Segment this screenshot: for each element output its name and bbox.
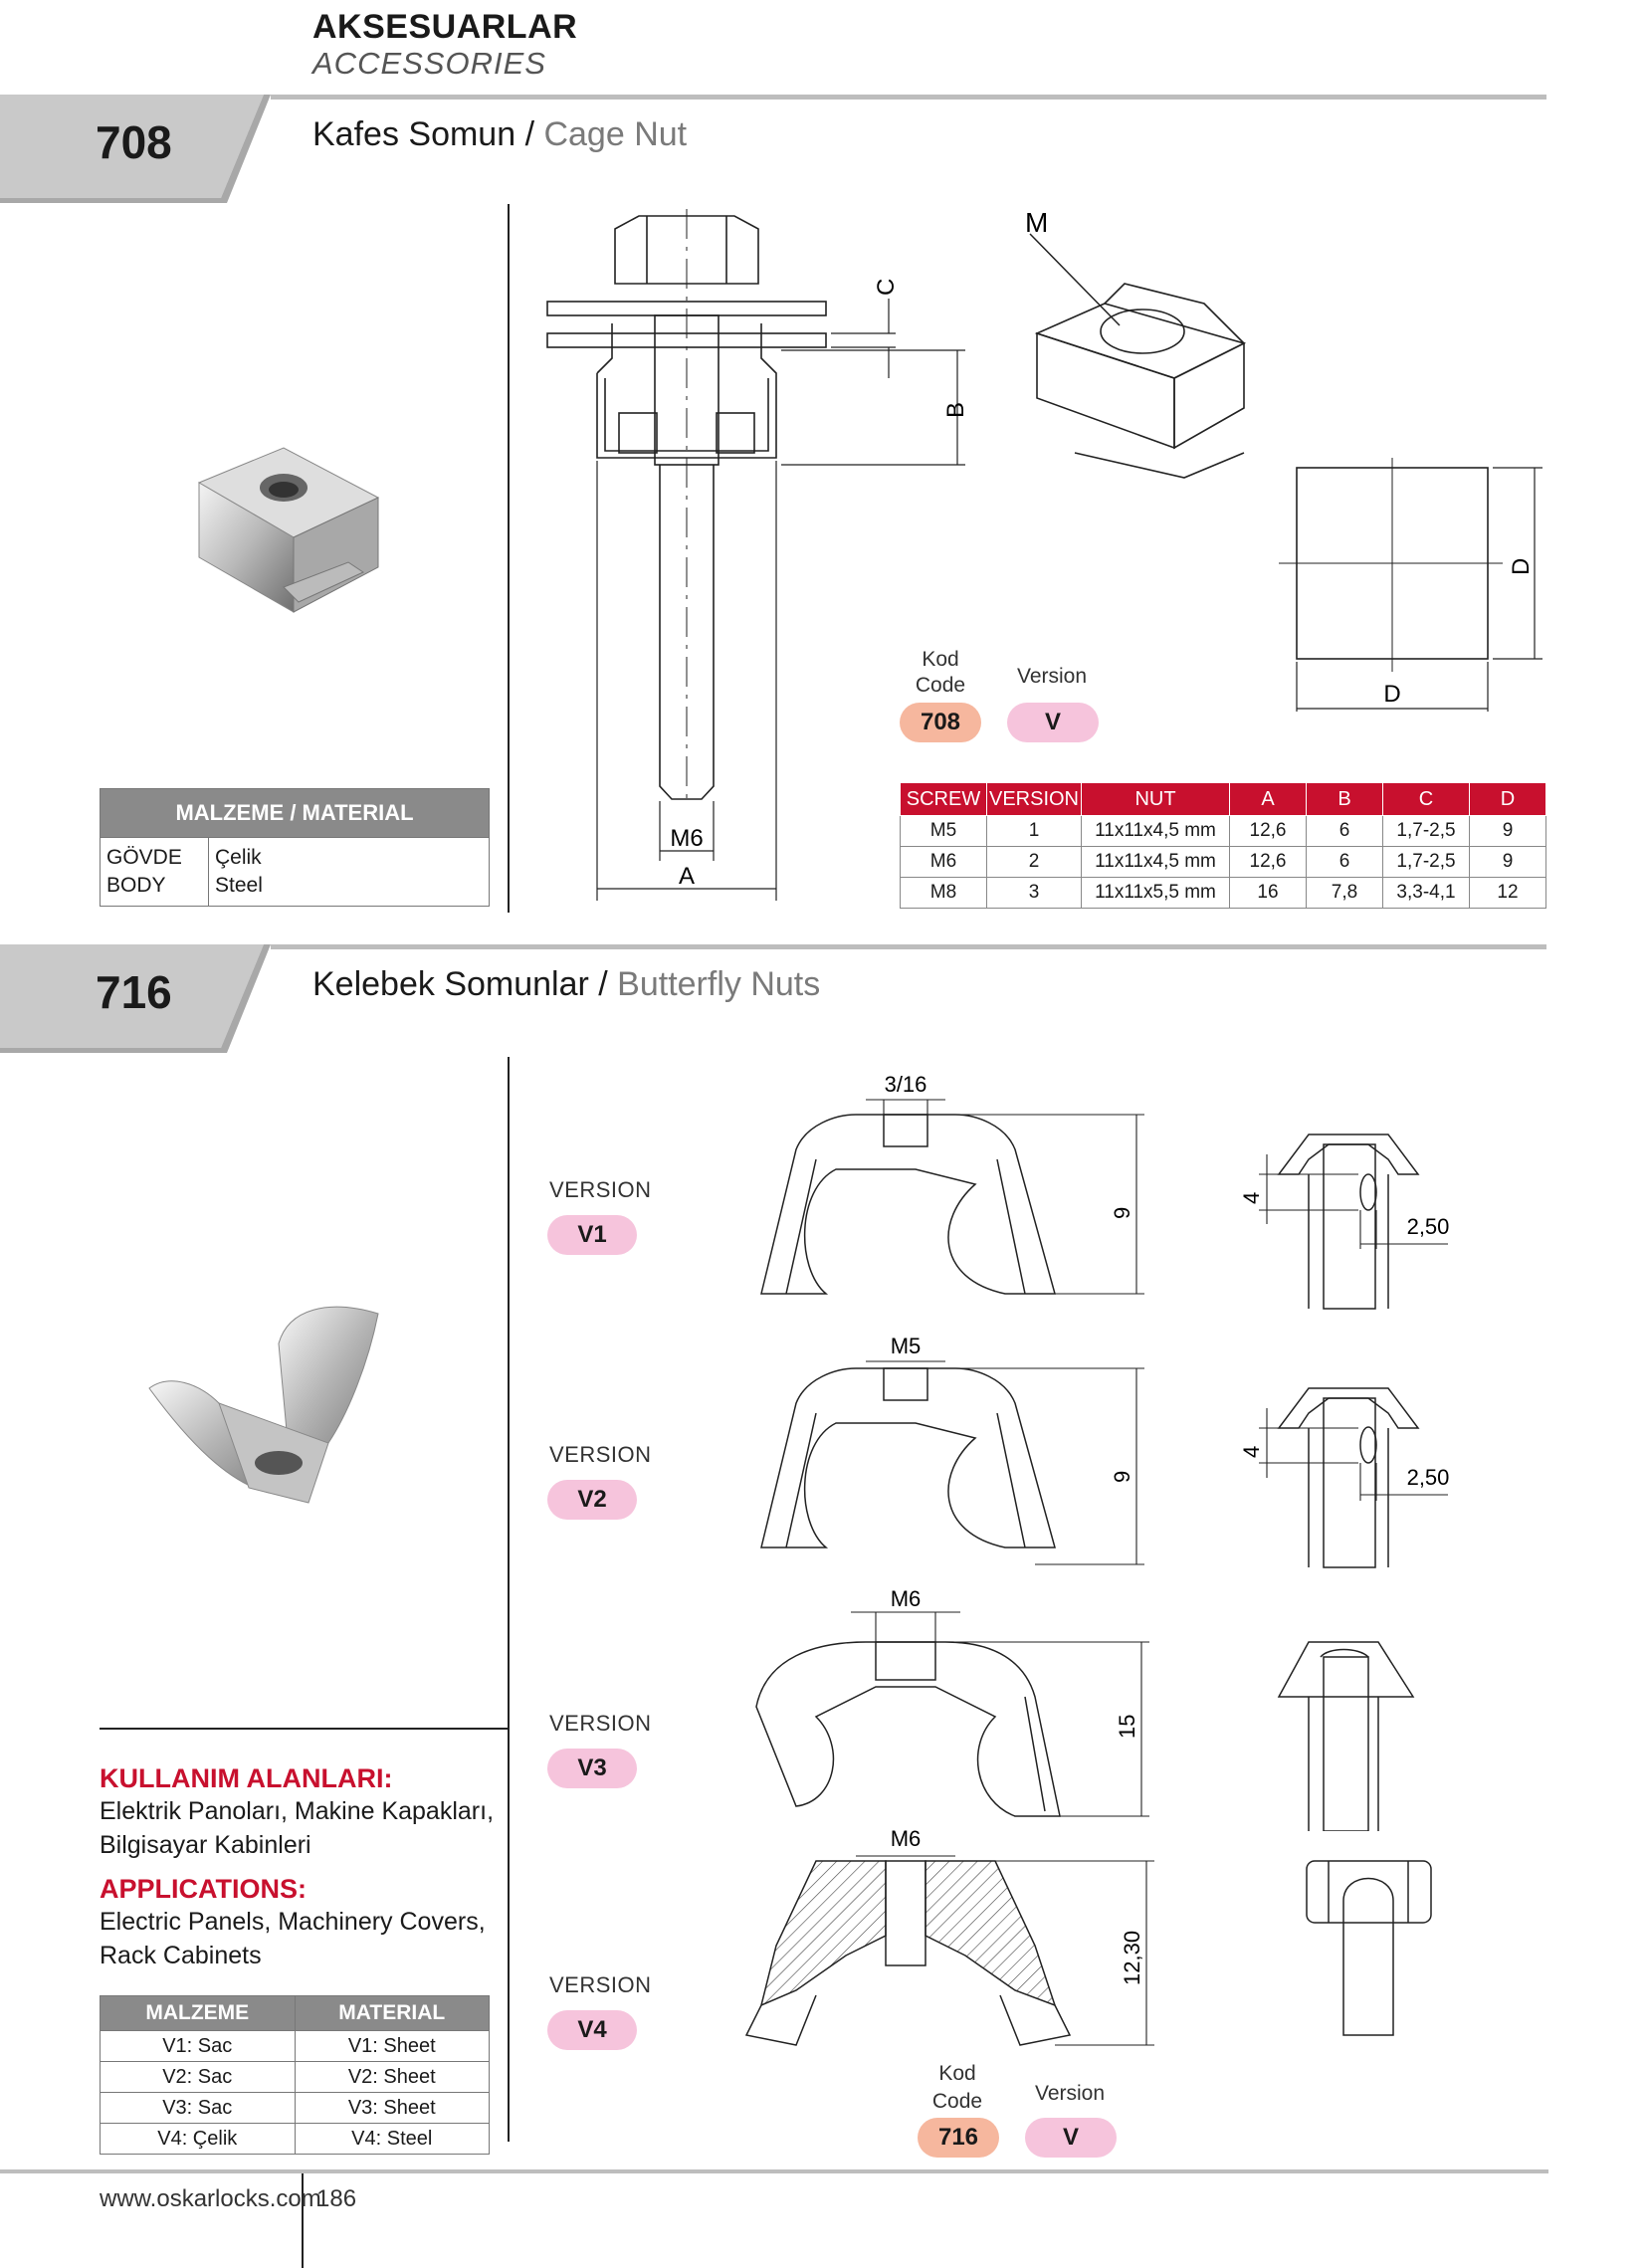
col-screw: SCREW xyxy=(901,783,987,816)
usage-line-en-1: Electric Panels, Machinery Covers, xyxy=(100,1908,486,1936)
material-table-708 xyxy=(100,788,490,907)
usage-divider xyxy=(100,1728,508,1730)
version-pill-v1: V1 xyxy=(547,1215,637,1255)
col-nut: NUT xyxy=(1082,783,1230,816)
col-d: D xyxy=(1470,783,1546,816)
v4-top-dim: M6 xyxy=(890,1826,922,1851)
usage-line-tr-2: Bilgisayar Kabinleri xyxy=(100,1831,311,1859)
title-sep: / xyxy=(588,965,618,1003)
table-row: V3: Sac V3: Sheet xyxy=(101,2093,490,2124)
version-pill-708: V xyxy=(1007,703,1099,742)
material-row-label: GÖVDE BODY xyxy=(101,838,209,907)
section-708-band xyxy=(0,92,1552,211)
title-tr: Kelebek Somunlar xyxy=(312,965,589,1003)
v2-top-dim: M5 xyxy=(890,1334,922,1358)
title-en: Butterfly Nuts xyxy=(617,965,821,1003)
code-label-716 xyxy=(918,2060,997,2116)
page-title: AKSESUARLAR xyxy=(312,8,578,46)
footer-rule xyxy=(0,2169,1548,2173)
v1-height-dim: 9 xyxy=(1110,1206,1134,1219)
section-708-number: 708 xyxy=(96,116,172,168)
version-label-708: Version xyxy=(1016,665,1088,688)
code-pill-708: 708 xyxy=(900,703,981,742)
col-malzeme: MALZEME xyxy=(101,1996,296,2031)
version-pill-v2: V2 xyxy=(547,1480,637,1520)
divider-708 xyxy=(508,204,510,913)
version-pill-716: V xyxy=(1025,2118,1117,2158)
table-row: V1: Sac V1: Sheet xyxy=(101,2031,490,2062)
col-version: VERSION xyxy=(987,783,1082,816)
wing-nut-v2-side xyxy=(1229,1373,1468,1572)
version-label-v3: VERSION xyxy=(549,1711,652,1736)
table-row: V2: Sac V2: Sheet xyxy=(101,2062,490,2093)
page-number: 186 xyxy=(316,2185,357,2212)
code-label-708 xyxy=(901,647,980,699)
wing-nut-v2-drawing xyxy=(736,1334,1294,1572)
table-row: M6 2 11x11x4,5 mm 12,6 6 1,7-2,5 9 xyxy=(901,847,1546,878)
footer-url[interactable]: www.oskarlocks.com xyxy=(100,2185,321,2212)
dim-c: C xyxy=(873,278,900,296)
spec-table-708 xyxy=(900,782,1546,909)
table-row: V4: Çelik V4: Steel xyxy=(101,2124,490,2155)
v2-height-dim: 9 xyxy=(1110,1470,1134,1483)
col-a: A xyxy=(1230,783,1307,816)
cage-nut-iso-drawing xyxy=(1015,204,1294,483)
title-en: Cage Nut xyxy=(543,115,688,153)
code-label-tr: Kod xyxy=(938,2062,976,2085)
section-716-number: 716 xyxy=(96,966,172,1018)
wing-nut-photo xyxy=(139,1294,398,1513)
v4-height-dim: 12,30 xyxy=(1120,1930,1144,1985)
code-pill-716: 716 xyxy=(918,2118,999,2158)
code-label-tr: Kod xyxy=(922,648,959,671)
v2-side-h: 4 xyxy=(1239,1445,1264,1458)
v2-side-w: 2,50 xyxy=(1406,1465,1450,1490)
dim-d-horizontal: D xyxy=(1383,681,1401,708)
usage-heading-tr: KULLANIM ALANLARI: xyxy=(100,1763,393,1793)
usage-line-en-2: Rack Cabinets xyxy=(100,1942,262,1969)
section-708-title xyxy=(312,115,687,154)
table-row: M8 3 11x11x5,5 mm 16 7,8 3,3-4,1 12 xyxy=(901,878,1546,909)
wing-nut-v3-drawing xyxy=(736,1587,1294,1826)
dim-a: A xyxy=(678,863,696,890)
col-material: MATERIAL xyxy=(295,1996,490,2031)
version-label-v4: VERSION xyxy=(549,1972,652,1997)
material-header: MALZEME / MATERIAL xyxy=(101,789,490,838)
section-716-title xyxy=(312,965,820,1004)
wing-nut-v4-drawing xyxy=(736,1806,1294,2055)
page-subtitle: ACCESSORIES xyxy=(312,46,546,81)
version-pill-v3: V3 xyxy=(547,1749,637,1788)
divider-716 xyxy=(508,1057,510,2142)
wing-nut-v1-drawing xyxy=(736,1070,1294,1319)
title-sep: / xyxy=(515,115,544,153)
dim-b: B xyxy=(942,401,969,418)
dim-m6: M6 xyxy=(670,825,704,852)
code-label-en: Code xyxy=(915,674,966,697)
version-label-v1: VERSION xyxy=(549,1177,652,1202)
version-label-716: Version xyxy=(1034,2082,1106,2105)
col-c: C xyxy=(1383,783,1470,816)
usage-line-tr-1: Elektrik Panoları, Makine Kapakları, xyxy=(100,1797,495,1825)
v1-side-w: 2,50 xyxy=(1406,1214,1450,1239)
usage-heading-en: APPLICATIONS: xyxy=(100,1874,307,1904)
square-d-drawing xyxy=(1274,458,1562,717)
wing-nut-v4-side xyxy=(1299,1856,1478,2045)
usage-block xyxy=(100,1763,508,1972)
v1-top-dim: 3/16 xyxy=(884,1072,927,1097)
wing-nut-v3-side xyxy=(1269,1637,1488,1831)
v3-height-dim: 15 xyxy=(1115,1714,1139,1739)
version-label-v2: VERSION xyxy=(549,1442,652,1467)
cage-nut-photo xyxy=(189,438,398,617)
col-b: B xyxy=(1307,783,1383,816)
dim-m: M xyxy=(1025,207,1049,238)
version-pill-v4: V4 xyxy=(547,2010,637,2050)
v3-top-dim: M6 xyxy=(890,1587,922,1611)
table-row: M5 1 11x11x4,5 mm 12,6 6 1,7-2,5 9 xyxy=(901,816,1546,847)
dim-d-vertical: D xyxy=(1508,557,1535,575)
wing-nut-v1-side xyxy=(1229,1115,1468,1314)
code-label-en: Code xyxy=(931,2090,983,2113)
material-table-716 xyxy=(100,1995,490,2155)
material-row-value: Çelik Steel xyxy=(209,838,490,907)
title-tr: Kafes Somun xyxy=(312,115,516,153)
v1-side-h: 4 xyxy=(1239,1191,1264,1204)
